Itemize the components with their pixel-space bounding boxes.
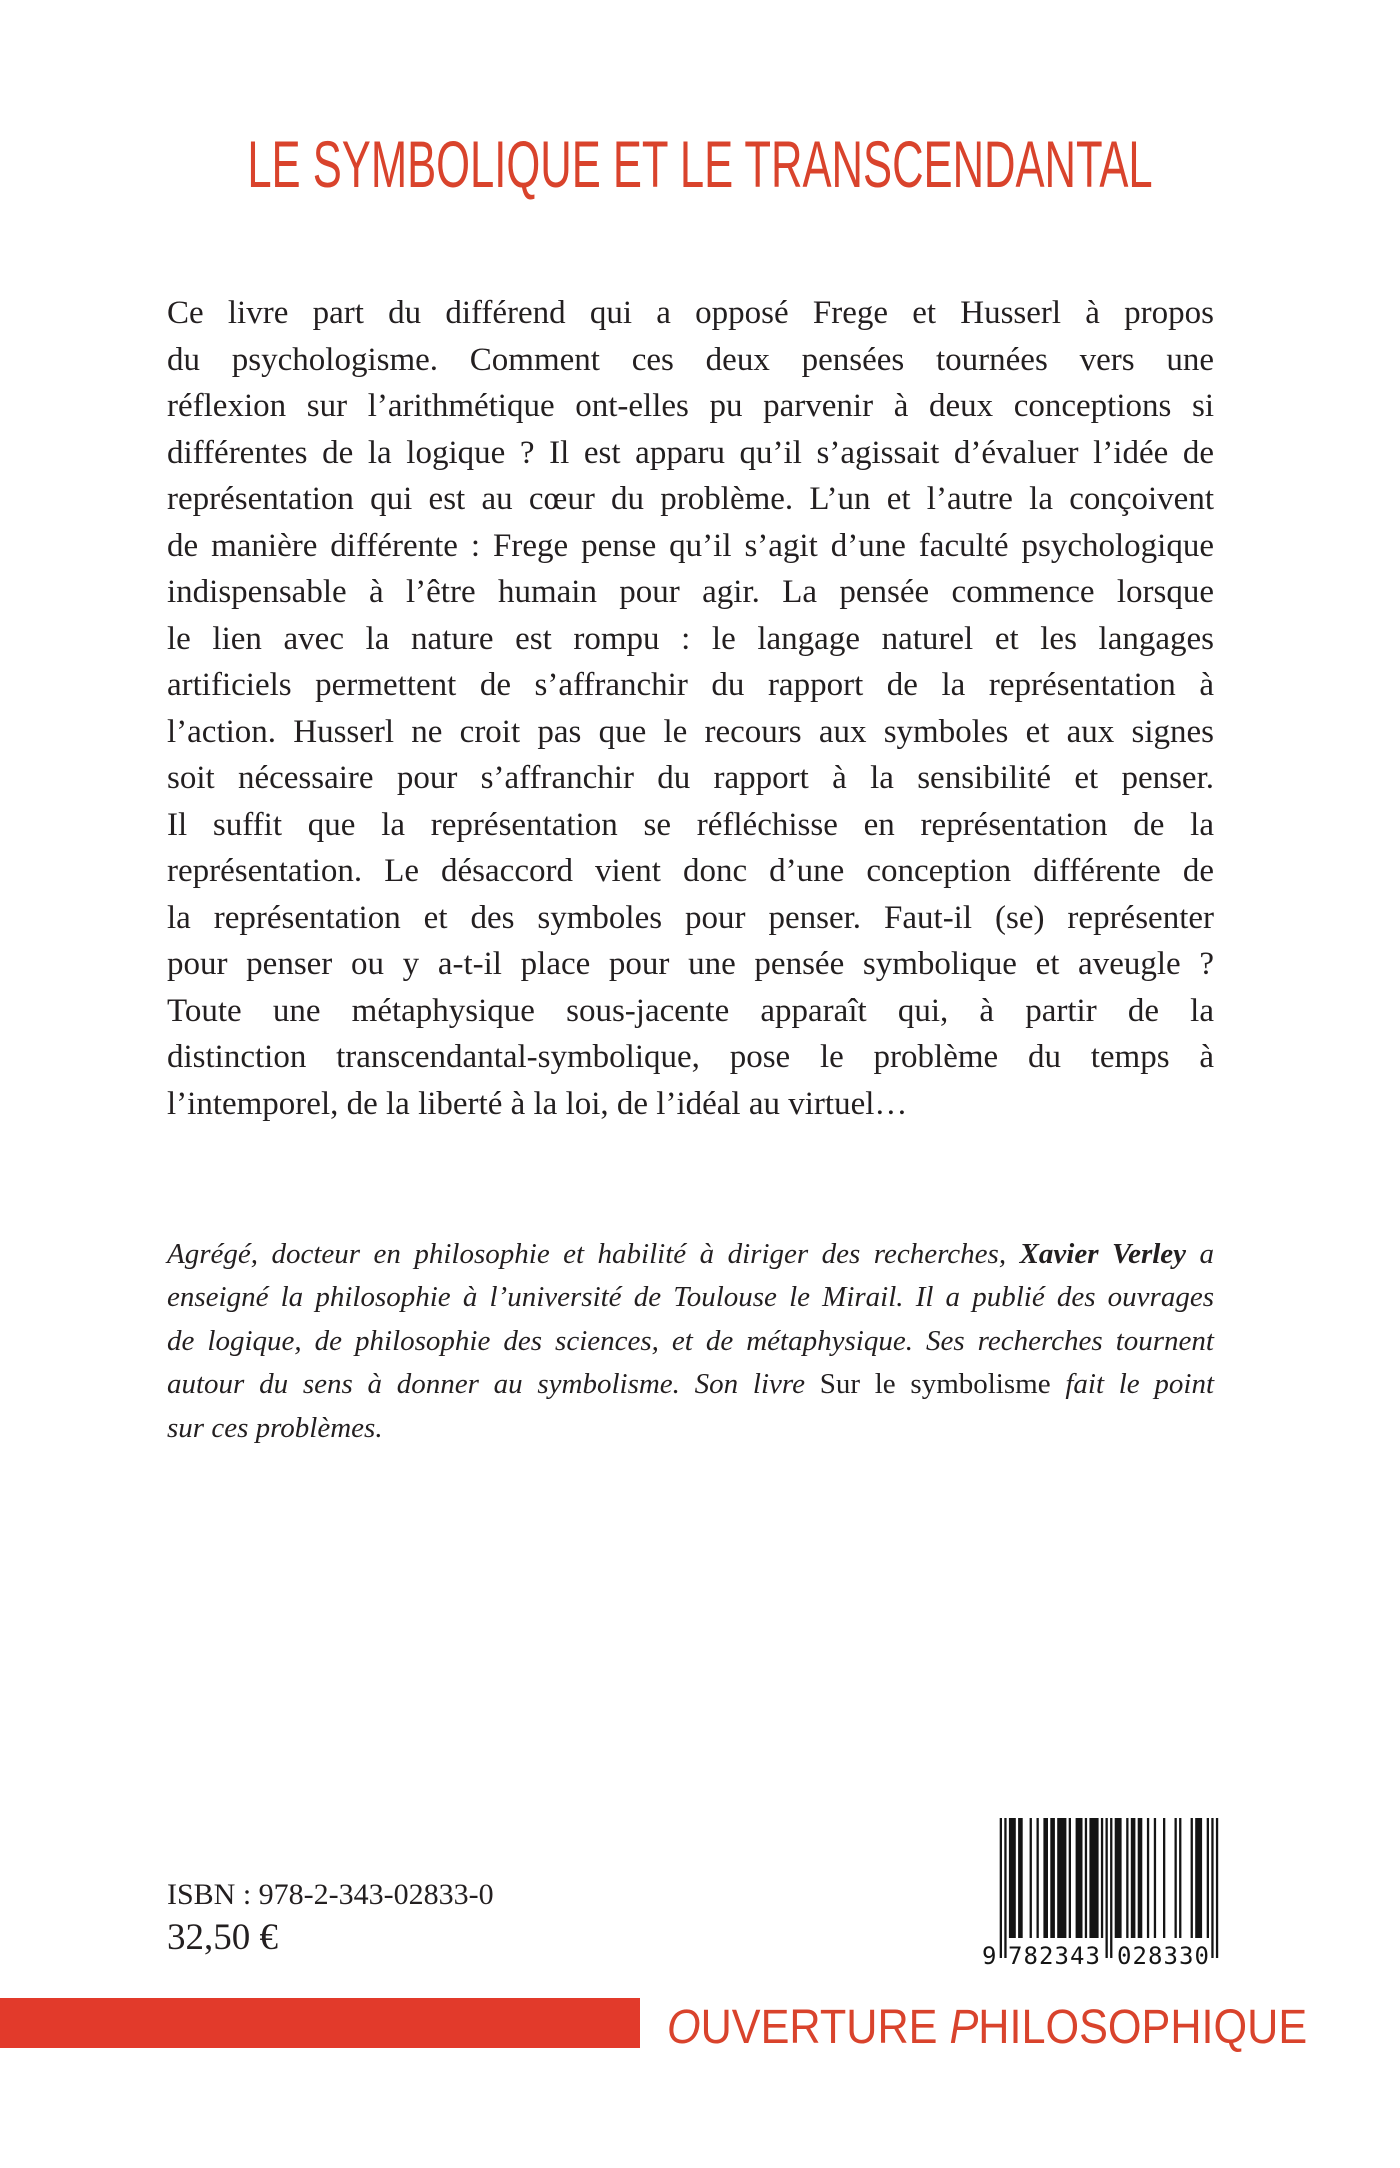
blurb-line: le lien avec la nature est rompu : le langage naturel et les langages bbox=[167, 620, 1214, 657]
barcode bbox=[979, 1818, 1219, 1968]
barcode-bar bbox=[1101, 1818, 1103, 1938]
barcode-bar bbox=[1076, 1818, 1083, 1938]
barcode-bar bbox=[1057, 1818, 1066, 1938]
blurb-line: de manière différente : Frege pense qu’il s’agit d’une faculté psychologique bbox=[167, 527, 1214, 564]
barcode-bar bbox=[1175, 1818, 1177, 1938]
barcode-lead-digit: 9 bbox=[982, 1942, 997, 1968]
collection-initial: P bbox=[949, 2001, 979, 2054]
barcode-bar bbox=[1069, 1818, 1071, 1938]
blurb-line: réflexion sur l’arithmétique ont-elles pu parvenir à deux conceptions si bbox=[167, 388, 1214, 424]
barcode-guard-bar bbox=[1000, 1818, 1002, 1958]
barcode-guard-bar bbox=[1211, 1818, 1213, 1958]
blurb-line: représentation qui est au cœur du problème. L’un et l’autre la conçoivent bbox=[167, 481, 1214, 517]
blurb-line: pour penser ou y a-t-il place pour une pensée symbolique et aveugle ? bbox=[167, 946, 1214, 982]
blurb-line: indispensable à l’être humain pour agir. La pensée commence lorsque bbox=[167, 574, 1214, 610]
blurb bbox=[167, 290, 1214, 1127]
barcode-bar bbox=[1037, 1818, 1039, 1938]
barcode-bar bbox=[1085, 1818, 1087, 1938]
book-reference: Sur le symbolisme bbox=[819, 1368, 1051, 1401]
barcode-left-digits: 782343 bbox=[1008, 1942, 1100, 1968]
price: 32,50 € bbox=[167, 1917, 278, 1958]
barcode-bar bbox=[1018, 1818, 1023, 1938]
barcode-bar bbox=[1154, 1818, 1156, 1938]
barcode-guard-bar bbox=[1110, 1818, 1112, 1958]
blurb-line: Toute une métaphysique sous-jacente apparaît qui, à partir de la bbox=[167, 992, 1214, 1029]
bio-text: fait le point bbox=[1065, 1368, 1215, 1401]
barcode-bar bbox=[1050, 1818, 1055, 1938]
blurb-line: représentation. Le désaccord vient donc d’une conception différente de bbox=[167, 853, 1214, 889]
bio-text: a bbox=[1199, 1238, 1215, 1270]
blurb-line: différentes de la logique ? Il est apparu qu’il s’agissait d’évaluer l’idée de bbox=[167, 434, 1214, 471]
barcode-bar bbox=[1009, 1818, 1016, 1938]
barcode-bar bbox=[1089, 1818, 1098, 1938]
author-name: Xavier Verley bbox=[1019, 1238, 1187, 1270]
blurb-line: l’intemporel, de la liberté à la loi, de l’idéal au virtuel… bbox=[167, 1085, 908, 1122]
bio-text: Agrégé, docteur en philosophie et habilité à diriger des recherches, bbox=[167, 1238, 1007, 1270]
bio-text: autour du sens à donner au symbolisme. Son livre bbox=[167, 1368, 805, 1401]
blurb-line: Ce livre part du différend qui a opposé Frege et Husserl à propos bbox=[167, 295, 1214, 331]
barcode-bar bbox=[1195, 1818, 1202, 1938]
barcode-bar bbox=[1126, 1818, 1128, 1938]
blurb-line: l’action. Husserl ne croit pas que le recours aux symboles et aux signes bbox=[167, 713, 1214, 750]
author-bio bbox=[167, 1233, 1214, 1450]
barcode-guard-bar bbox=[1106, 1818, 1108, 1958]
bio-line bbox=[167, 1233, 1214, 1276]
blurb-line: Il suffit que la représentation se réfléchisse en représentation de la bbox=[167, 806, 1214, 843]
collection-name bbox=[667, 2001, 1308, 2054]
barcode-bar bbox=[1163, 1818, 1165, 1938]
barcode-bar bbox=[1131, 1818, 1136, 1938]
collection-band bbox=[0, 1998, 640, 2048]
barcode-bar bbox=[1147, 1818, 1149, 1938]
bio-line: enseigné la philosophie à l’université de Toulouse le Mirail. Il a publié des ouvrages bbox=[167, 1281, 1214, 1314]
barcode-right-digits: 028330 bbox=[1117, 1942, 1209, 1968]
barcode-guard-bar bbox=[1004, 1818, 1006, 1958]
barcode-bar bbox=[1115, 1818, 1122, 1938]
collection-word: UVERTURE bbox=[700, 2001, 938, 2054]
bio-line bbox=[167, 1363, 1214, 1406]
barcode-bar bbox=[1191, 1818, 1193, 1938]
barcode-bar bbox=[1179, 1818, 1181, 1938]
isbn: ISBN : 978-2-343-02833-0 bbox=[167, 1878, 494, 1911]
bio-line: de logique, de philosophie des sciences, et de métaphysique. Ses recherches tournent bbox=[167, 1324, 1214, 1357]
barcode-guard-bar bbox=[1216, 1818, 1218, 1958]
blurb-line: la représentation et des symboles pour penser. Faut-il (se) représenter bbox=[167, 899, 1214, 936]
barcode-bar bbox=[1030, 1818, 1032, 1938]
collection-word: HILOSOPHIQUE bbox=[978, 2001, 1308, 2054]
blurb-line: artificiels permettent de s’affranchir du rapport de la représentation à bbox=[167, 667, 1214, 703]
collection-initial: O bbox=[667, 2001, 701, 2054]
blurb-line: distinction transcendantal-symbolique, pose le problème du temps à bbox=[167, 1039, 1214, 1075]
blurb-line: soit nécessaire pour s’affranchir du rapport à la sensibilité et penser. bbox=[167, 760, 1214, 796]
bio-line: sur ces problèmes. bbox=[167, 1411, 383, 1444]
barcode-bar bbox=[1207, 1818, 1209, 1938]
barcode-bar bbox=[1043, 1818, 1048, 1938]
blurb-line: du psychologisme. Comment ces deux pensées tournées vers une bbox=[167, 341, 1214, 378]
barcode-bar bbox=[1138, 1818, 1143, 1938]
book-title: LE SYMBOLIQUE ET LE TRANSCENDANTAL bbox=[247, 127, 1153, 201]
